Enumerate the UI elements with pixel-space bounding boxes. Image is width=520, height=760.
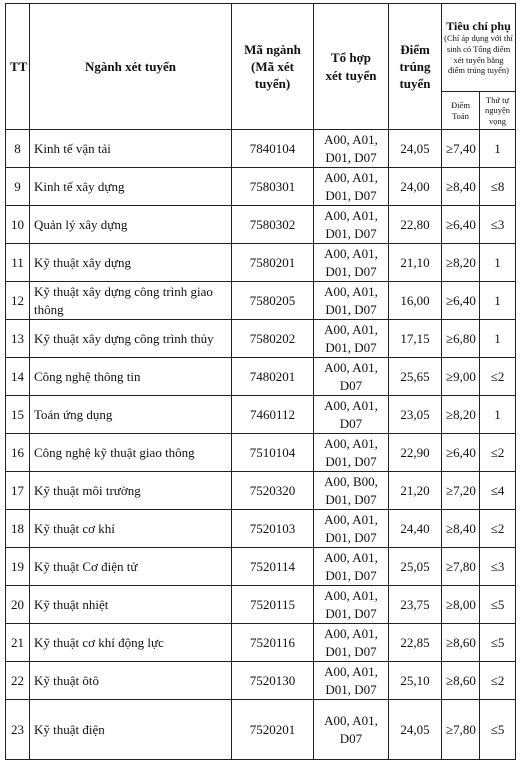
row-major-cell: Kinh tế vận tải xyxy=(30,130,232,168)
row-major-cell: Quản lý xây dựng xyxy=(30,206,232,244)
row-combo-cell: A00, A01, D01, D07 xyxy=(314,662,389,700)
row-major-cell: Kỹ thuật cơ khí xyxy=(30,510,232,548)
row-combo-cell: A00, A01, D01, D07 xyxy=(314,510,389,548)
row-major-cell: Kỹ thuật xây dựng xyxy=(30,244,232,282)
row-order-cell: ≤3 xyxy=(480,206,516,244)
row-tt-cell: 19 xyxy=(6,548,30,586)
row-tt-cell: 10 xyxy=(6,206,30,244)
admission-table-container xyxy=(5,3,516,760)
row-major-cell: Kỹ thuật điện xyxy=(30,700,232,760)
row-math-cell: ≥7,20 xyxy=(442,472,480,510)
row-score-cell: 25,10 xyxy=(389,662,442,700)
row-combo-cell: A00, A01, D01, D07 xyxy=(314,130,389,168)
row-code-cell: 7580302 xyxy=(232,206,314,244)
row-math-cell: ≥8,60 xyxy=(442,624,480,662)
table-header xyxy=(6,4,516,130)
row-major-cell: Công nghệ thông tin xyxy=(30,358,232,396)
header-tt: TT xyxy=(6,4,30,130)
header-score: Điểm trúng tuyển xyxy=(389,4,442,130)
row-combo-cell: A00, A01, D01, D07 xyxy=(314,168,389,206)
row-math-cell: ≥8,00 xyxy=(442,586,480,624)
row-code-cell: 7580205 xyxy=(232,282,314,320)
row-combo-cell: A00, A01, D01, D07 xyxy=(314,434,389,472)
row-tt-cell: 21 xyxy=(6,624,30,662)
row-tt-cell: 22 xyxy=(6,662,30,700)
row-math-cell: ≥8,20 xyxy=(442,396,480,434)
table-row xyxy=(6,168,516,206)
row-score-cell: 21,10 xyxy=(389,244,442,282)
row-score-cell: 23,75 xyxy=(389,586,442,624)
row-code-cell: 7520115 xyxy=(232,586,314,624)
row-order-cell: 1 xyxy=(480,320,516,358)
table-row xyxy=(6,472,516,510)
row-major-cell: Kỹ thuật nhiệt xyxy=(30,586,232,624)
row-order-cell: ≤2 xyxy=(480,358,516,396)
table-row xyxy=(6,396,516,434)
row-code-cell: 7580201 xyxy=(232,244,314,282)
row-order-cell: ≤8 xyxy=(480,168,516,206)
row-score-cell: 16,00 xyxy=(389,282,442,320)
row-math-cell: ≥8,20 xyxy=(442,244,480,282)
header-major: Ngành xét tuyển xyxy=(30,4,232,130)
table-row xyxy=(6,624,516,662)
row-score-cell: 25,65 xyxy=(389,358,442,396)
table-row xyxy=(6,548,516,586)
row-score-cell: 24,40 xyxy=(389,510,442,548)
row-order-cell: 1 xyxy=(480,244,516,282)
table-row xyxy=(6,434,516,472)
row-code-cell: 7520103 xyxy=(232,510,314,548)
row-tt-cell: 17 xyxy=(6,472,30,510)
table-row xyxy=(6,244,516,282)
row-combo-cell: A00, A01, D01, D07 xyxy=(314,586,389,624)
row-major-cell: Công nghệ kỹ thuật giao thông xyxy=(30,434,232,472)
row-major-cell: Kỹ thuật xây dựng công trình thủy xyxy=(30,320,232,358)
row-order-cell: ≤2 xyxy=(480,434,516,472)
row-major-cell: Kỹ thuật ôtô xyxy=(30,662,232,700)
row-major-cell: Kỹ thuật Cơ điện tử xyxy=(30,548,232,586)
row-tt-cell: 15 xyxy=(6,396,30,434)
row-code-cell: 7510104 xyxy=(232,434,314,472)
row-combo-cell: A00, A01, D07 xyxy=(314,700,389,760)
header-secondary-criteria xyxy=(442,4,516,92)
row-math-cell: ≥9,00 xyxy=(442,358,480,396)
row-major-cell: Kỹ thuật môi trường xyxy=(30,472,232,510)
row-score-cell: 23,05 xyxy=(389,396,442,434)
table-row xyxy=(6,130,516,168)
row-major-cell: Kỹ thuật xây dựng công trình giao thông xyxy=(30,282,232,320)
row-math-cell: ≥7,80 xyxy=(442,700,480,760)
row-major-cell: Toán ứng dụng xyxy=(30,396,232,434)
row-order-cell: ≤4 xyxy=(480,472,516,510)
row-tt-cell: 12 xyxy=(6,282,30,320)
row-combo-cell: A00, A01, D01, D07 xyxy=(314,624,389,662)
row-code-cell: 7520201 xyxy=(232,700,314,760)
row-combo-cell: A00, A01, D01, D07 xyxy=(314,244,389,282)
row-order-cell: ≤5 xyxy=(480,624,516,662)
row-code-cell: 7520116 xyxy=(232,624,314,662)
row-combo-cell: A00, A01, D01, D07 xyxy=(314,206,389,244)
row-order-cell: ≤2 xyxy=(480,662,516,700)
row-math-cell: ≥8,60 xyxy=(442,662,480,700)
row-tt-cell: 8 xyxy=(6,130,30,168)
row-order-cell: 1 xyxy=(480,130,516,168)
row-code-cell: 7840104 xyxy=(232,130,314,168)
row-combo-cell: A00, A01, D01, D07 xyxy=(314,282,389,320)
row-order-cell: 1 xyxy=(480,396,516,434)
row-tt-cell: 23 xyxy=(6,700,30,760)
row-order-cell: ≤5 xyxy=(480,700,516,760)
secondary-criteria-note: (Chỉ áp dụng với thí sinh có Tổng điểm xét tuyển bằng điểm trúng tuyển) xyxy=(444,33,513,76)
row-combo-cell: A00, A01, D07 xyxy=(314,396,389,434)
row-score-cell: 24,05 xyxy=(389,130,442,168)
row-order-cell: ≤3 xyxy=(480,548,516,586)
table-body xyxy=(6,130,516,760)
row-major-cell: Kỹ thuật cơ khí động lực xyxy=(30,624,232,662)
row-tt-cell: 11 xyxy=(6,244,30,282)
row-tt-cell: 18 xyxy=(6,510,30,548)
row-math-cell: ≥8,40 xyxy=(442,168,480,206)
row-tt-cell: 9 xyxy=(6,168,30,206)
row-score-cell: 24,05 xyxy=(389,700,442,760)
secondary-criteria-title: Tiêu chí phụ xyxy=(446,19,511,34)
row-math-cell: ≥6,80 xyxy=(442,320,480,358)
header-combo: Tổ hợp xét tuyển xyxy=(314,4,389,130)
row-tt-cell: 14 xyxy=(6,358,30,396)
row-score-cell: 24,00 xyxy=(389,168,442,206)
table-row xyxy=(6,510,516,548)
row-math-cell: ≥7,40 xyxy=(442,130,480,168)
row-score-cell: 21,20 xyxy=(389,472,442,510)
row-code-cell: 7520320 xyxy=(232,472,314,510)
row-score-cell: 22,85 xyxy=(389,624,442,662)
row-order-cell: ≤5 xyxy=(480,586,516,624)
row-code-cell: 7580202 xyxy=(232,320,314,358)
table-row xyxy=(6,358,516,396)
row-math-cell: ≥7,80 xyxy=(442,548,480,586)
table-row xyxy=(6,282,516,320)
row-combo-cell: A00, B00, D01, D07 xyxy=(314,472,389,510)
row-code-cell: 7520130 xyxy=(232,662,314,700)
table-row xyxy=(6,700,516,760)
row-score-cell: 25,05 xyxy=(389,548,442,586)
table-row xyxy=(6,206,516,244)
row-code-cell: 7520114 xyxy=(232,548,314,586)
row-math-cell: ≥6,40 xyxy=(442,282,480,320)
row-major-cell: Kinh tế xây dựng xyxy=(30,168,232,206)
table-row xyxy=(6,586,516,624)
header-code: Mã ngành (Mã xét tuyển) xyxy=(232,4,314,130)
row-tt-cell: 13 xyxy=(6,320,30,358)
row-combo-cell: A00, A01, D01, D07 xyxy=(314,548,389,586)
row-tt-cell: 20 xyxy=(6,586,30,624)
row-combo-cell: A00, A01, D01, D07 xyxy=(314,320,389,358)
table-row xyxy=(6,662,516,700)
header-wish-order: Thứ tự nguyện vọng xyxy=(480,92,516,130)
row-math-cell: ≥8,40 xyxy=(442,510,480,548)
row-tt-cell: 16 xyxy=(6,434,30,472)
row-code-cell: 7480201 xyxy=(232,358,314,396)
row-score-cell: 22,80 xyxy=(389,206,442,244)
row-order-cell: 1 xyxy=(480,282,516,320)
row-combo-cell: A00, A01, D07 xyxy=(314,358,389,396)
header-math-score: Điểm Toán xyxy=(442,92,480,130)
row-math-cell: ≥6,40 xyxy=(442,206,480,244)
table-row xyxy=(6,320,516,358)
row-score-cell: 22,90 xyxy=(389,434,442,472)
row-code-cell: 7460112 xyxy=(232,396,314,434)
admission-score-table xyxy=(5,3,516,760)
row-score-cell: 17,15 xyxy=(389,320,442,358)
row-order-cell: ≤2 xyxy=(480,510,516,548)
row-math-cell: ≥6,40 xyxy=(442,434,480,472)
row-code-cell: 7580301 xyxy=(232,168,314,206)
